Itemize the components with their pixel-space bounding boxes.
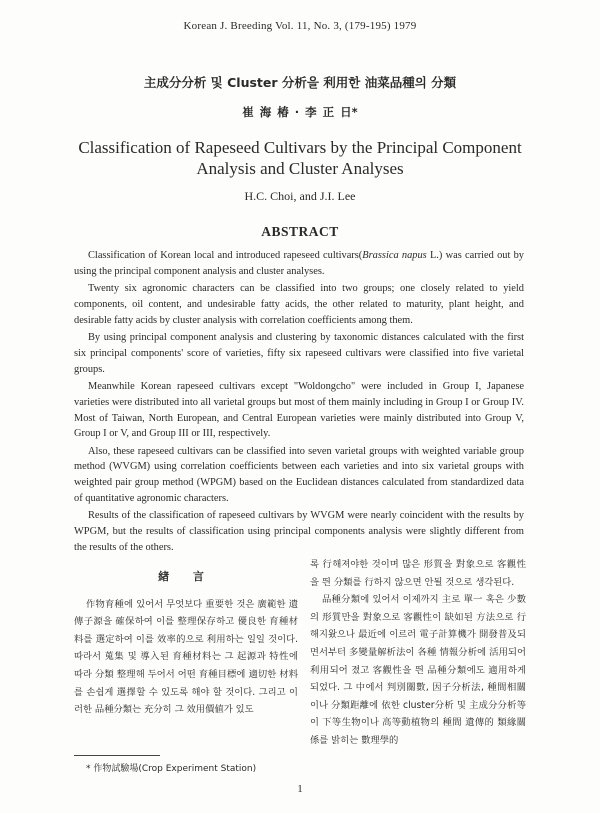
- english-title: [0, 137, 600, 179]
- intro-right-paragraph-1: 록 行해져야한 것이며 많은 形質을 對象으로 客觀性을 띈 分類를 行하지 않으면 안될 것으로 생각된다.: [310, 559, 526, 588]
- korean-title: 主成分分析 및 Cluster 分析을 利用한 油菜品種의 分類: [143, 75, 457, 90]
- abstract-paragraph-1: [74, 248, 524, 279]
- abstract-p1-start: Classification of Korean local and introduced rapeseed cultivars(: [88, 250, 363, 261]
- abstract-paragraph-3: By using principal component analysis and clustering by taxonomic distances calculated with the first six principal components' score of varieties, fifty six rapeseed cultivars were classified into five varietal groups.: [74, 332, 524, 375]
- species-name: Brassica napus: [362, 250, 427, 261]
- english-authors: H.C. Choi, and J.I. Lee: [244, 189, 356, 203]
- journal-header: Korean J. Breeding Vol. 11, No. 3, (179-195) 1979: [183, 20, 417, 32]
- english-title-line-1: Classification of Rapeseed Cultivars by the Principal Component: [78, 138, 522, 157]
- intro-right-paragraph-2: 品種分類에 있어서 이제까지 主로 單一 혹은 少數의 形質만을 對象으로 客觀性이 缺如된 方法으로 行해지왔으나 最近에 이르러 電子計算機가 開發普及되면서부터 多變量解析法이 各種 情報分析에 活用되어 利用되어 졌고 客觀性을 띈 品種分類에도 適用하게 되었다. 그 中에서 判別關數, 因子分析法, 種間相關이나 分類距離에 依한 cluster分析 및 主成分分析等이 下等生物이나 高等動植物의 種間 遺傳的 類緣關係를 밝히는 數理學的: [310, 594, 526, 746]
- abstract-heading: ABSTRACT: [261, 224, 339, 239]
- page-number: 1: [297, 783, 303, 795]
- abstract-paragraph-5: Also, these rapeseed cultivars can be classified into seven varietal groups with weighted variable group method (WVGM) using correlation coefficients between each varieties and into six varietal groups with weighted pair group method (WPGM) based on the Euclidean distances calculated from standardized data of quantitative agronomic characters.: [74, 445, 524, 504]
- abstract-paragraph-4: Meanwhile Korean rapeseed cultivars except "Woldongcho" were included in Group I, Japanese varieties were distributed into all varietal groups but most of them mainly including in Group I or Group IV. Most of Taiwan, North European, and Central European varieties were mainly distributed into Group V, Group I or V, and Group III or III, respectively.: [74, 381, 524, 440]
- abstract-paragraph-6: Results of the classification of rapeseed cultivars by WVGM were nearly coincident with the results by WPGM, but the results of classification using principal components analysis were slightly different from the results of the others.: [74, 510, 524, 553]
- footnote: * 作物試驗場(Crop Experiment Station): [86, 764, 257, 774]
- abstract-p1-end: L.) was carried out by using the principal component analysis and cluster analyses.: [74, 250, 524, 277]
- intro-left-paragraph: 作物育種에 있어서 무엇보다 重要한 것은 廣範한 遺傳子源을 確保하여 이를 整理保存하고 優良한 育種材料를 選定하여 이를 效率的으로 利用하는 일일 것이다. 따라서 蒐集 및 導入된 育種材料는 그 起源과 特性에 따라 分類 整理해 두어서 어떤 育種目標에 適切한 材料를 손쉽게 選擇할 수 있도록 해야 할 것이다. 그리고 이러한 品種分類는 充分히 그 效用價値가 있도: [74, 598, 298, 716]
- abstract-body: [74, 248, 524, 557]
- intro-left-column: [74, 568, 298, 719]
- intro-heading: 緖 言: [158, 570, 214, 583]
- footnote-divider: [74, 755, 160, 756]
- intro-right-column: [310, 556, 526, 750]
- english-title-line-2: Analysis and Cluster Analyses: [196, 159, 404, 178]
- abstract-paragraph-2: Twenty six agronomic characters can be classified into two groups; one closely related to yield components, oil content, and undesirable fatty acids, the other related to maturity, plant height, and desirable fatty acids by cluster analysis with correlation coefficients among them.: [74, 283, 524, 326]
- korean-authors: 崔 海 椿 · 李 正 日*: [242, 105, 358, 119]
